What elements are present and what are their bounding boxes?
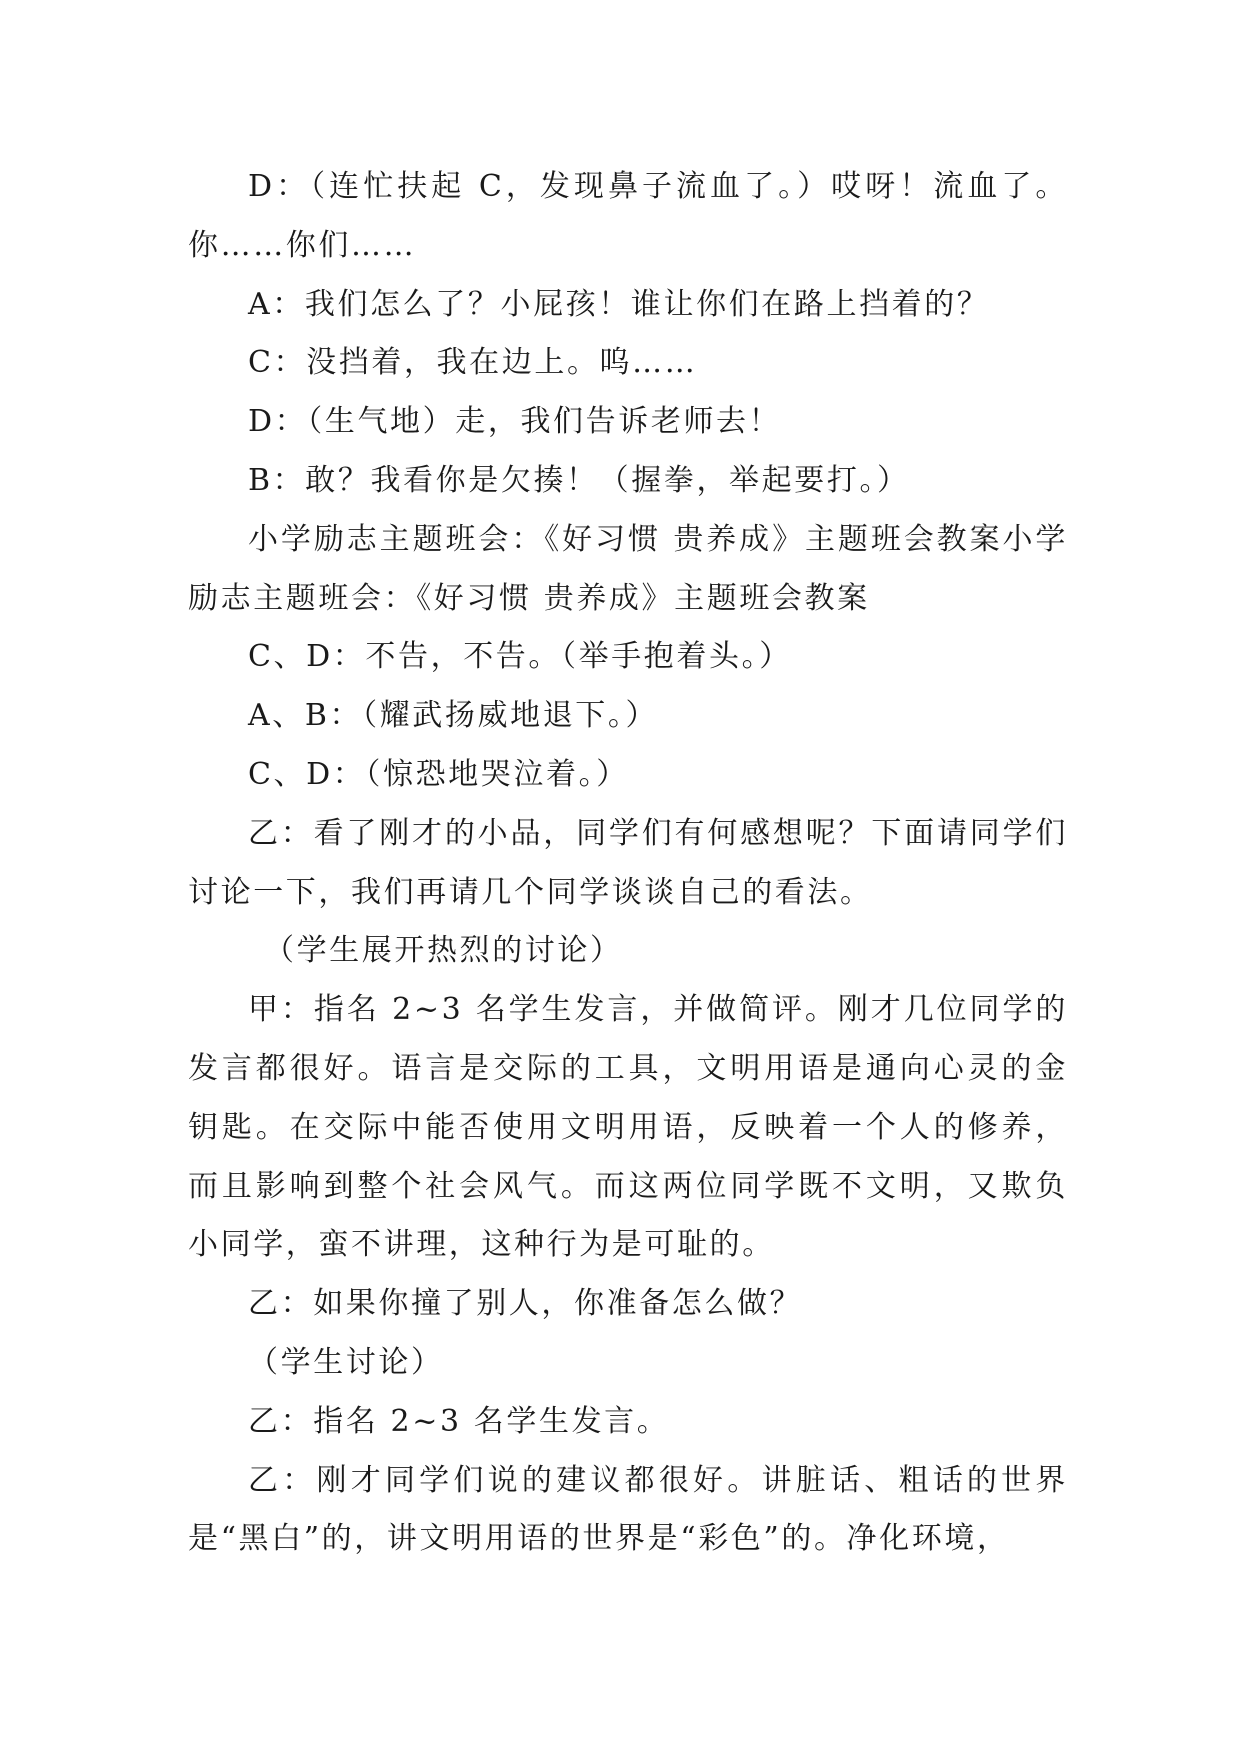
dialogue-paragraph-d-1: D：（连忙扶起 C，发现鼻子流血了。）哎呀！流血了。你……你们…… (188, 169, 1068, 263)
dialogue-paragraph-c-1: C：没挡着，我在边上。呜…… (248, 345, 698, 381)
host-jia-paragraph-1: 甲：指名 2~3 名学生发言，并做简评。刚才几位同学的发言都很好。语言是交际的工具，文明用语是通向心灵的金钥匙。在交际中能否使用文明用语，反映着一个人的修养，而且影响到整个社会风气。而这两位同学既不文明，又欺负小同学，蛮不讲理，这种行为是可耻的。 (188, 992, 1068, 1263)
inserted-title-paragraph: 小学励志主题班会：《好习惯 贵养成》主题班会教案小学励志主题班会：《好习惯 贵养成》主题班会教案 (188, 521, 1068, 616)
dialogue-paragraph-cd-2: C、D：（惊恐地哭泣着。） (248, 756, 629, 792)
dialogue-paragraph-ab-1: A、B：（耀武扬威地退下。） (248, 698, 659, 734)
stage-direction-student-discussion: （学生讨论） (248, 1344, 444, 1380)
dialogue-paragraph-a-1: A：我们怎么了？小屁孩！谁让你们在路上挡着的？ (248, 286, 990, 322)
document-body (188, 158, 1068, 1569)
host-yi-paragraph-4: 乙：刚才同学们说的建议都很好。讲脏话、粗话的世界是“黑白”的，讲文明用语的世界是“彩色”的。净化环境， (188, 1462, 1068, 1557)
host-yi-paragraph-1: 乙：看了刚才的小品，同学们有何感想呢？下面请同学们讨论一下，我们再请几个同学谈谈自己的看法。 (188, 815, 1068, 910)
host-yi-paragraph-2: 乙：如果你撞了别人，你准备怎么做？ (248, 1286, 803, 1322)
dialogue-paragraph-d-2: D：（生气地）走，我们告诉老师去！ (248, 404, 782, 440)
dialogue-paragraph-cd-1: C、D：不告，不告。（举手抱着头。） (248, 639, 792, 675)
stage-direction-discussion: （学生展开热烈的讨论） (264, 933, 623, 969)
host-yi-paragraph-3: 乙：指名 2~3 名学生发言。 (248, 1403, 670, 1439)
dialogue-paragraph-b-1: B：敢？我看你是欠揍！（握拳，举起要打。） (248, 462, 910, 498)
